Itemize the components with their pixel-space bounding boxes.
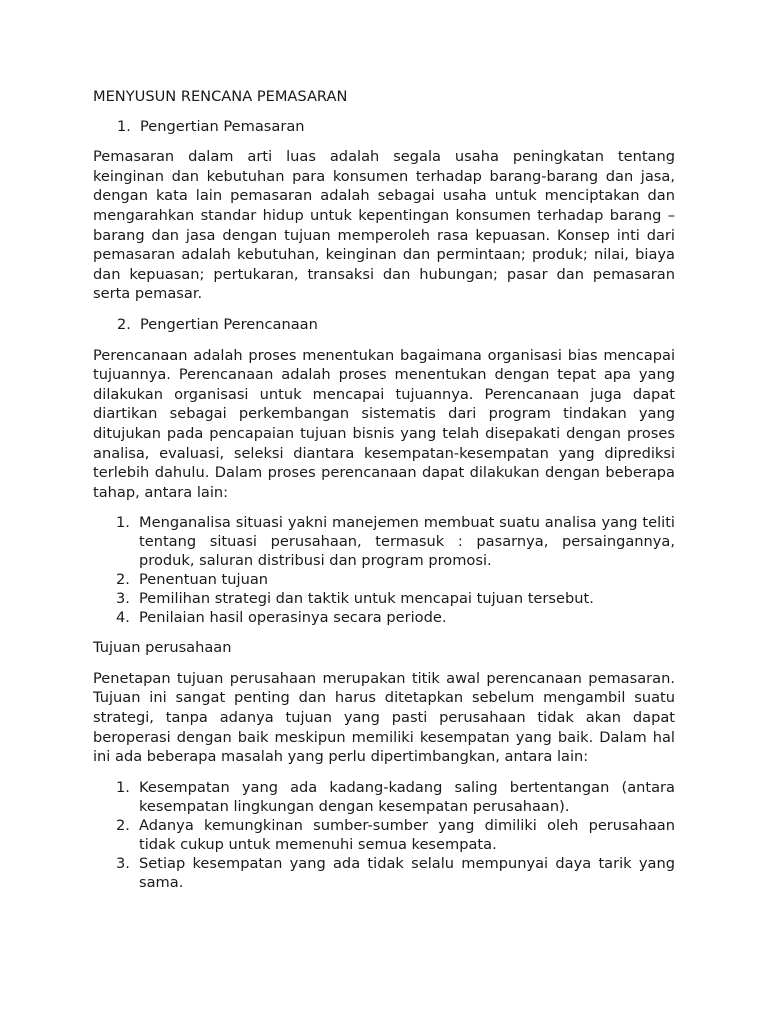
list-marker: 4. xyxy=(116,609,130,627)
section-2-paragraph: Perencanaan adalah proses menentukan bagaimana organisasi bias mencapai tujuannya. Perencanaan adalah proses menentukan dengan tepat apa yang dilakukan organisasi untuk mencapai tujuannya. Perencanaan juga dapat diartikan sebagai perkembangan sistematis dari program tindakan yang ditujukan pada pencapaian tujuan bisnis yang telah disepakati dengan proses analisa, evaluasi, seleksi diantara kesempatan-kesempatan yang diprediksi terlebih dahulu. Dalam proses perencanaan dapat dilakukan dengan beberapa tahap, antara lain: xyxy=(93,346,675,501)
section-3-paragraph: Penetapan tujuan perusahaan merupakan titik awal perencanaan pemasaran. Tujuan ini sangat penting dan harus ditetapkan sebelum mengambil suatu strategi, tanpa adanya tujuan yang pasti perusahaan tidak akan dapat beroperasi dengan baik meskipun memiliki kesempatan yang baik. Dalam hal ini ada beberapa masalah yang perlu dipertimbangkan, antara lain: xyxy=(93,669,675,766)
list-item-text: Adanya kemungkinan sumber-sumber yang dimiliki oleh perusahaan tidak cukup untuk memenuhi semua kesempata. xyxy=(139,816,675,853)
list-item-text: Penentuan tujuan xyxy=(139,571,269,589)
list-item-text: Setiap kesempatan yang ada tidak selalu mempunyai daya tarik yang sama. xyxy=(139,854,675,891)
list-marker: 1. xyxy=(116,514,130,532)
list-item xyxy=(93,778,675,816)
section-2-heading-text: Pengertian Perencanaan xyxy=(140,315,318,333)
list-item xyxy=(93,589,675,608)
list-marker: 3. xyxy=(116,590,130,608)
list-item xyxy=(93,608,675,627)
list-marker: 1. xyxy=(116,778,130,796)
section-2-heading xyxy=(93,315,675,335)
list-marker: 2. xyxy=(116,571,130,589)
section-1-heading-text: Pengertian Pemasaran xyxy=(140,117,305,135)
list-item-text: Menganalisa situasi yakni manejemen membuat suatu analisa yang teliti tentang situasi perusahaan, termasuk : pasarnya, persaingannya, produk, saluran distribusi dan program promosi. xyxy=(139,514,675,570)
list-item xyxy=(93,854,675,892)
planning-steps-list xyxy=(93,513,675,627)
list-marker: 2. xyxy=(116,816,130,834)
section-3-heading: Tujuan perusahaan xyxy=(93,639,232,657)
list-item xyxy=(93,816,675,854)
section-1-heading xyxy=(93,117,675,137)
section-1-number: 1. xyxy=(117,117,131,135)
section-1-paragraph: Pemasaran dalam arti luas adalah segala usaha peningkatan tentang keinginan dan kebutuhan para konsumen terhadap barang-barang dan jasa, dengan kata lain pemasaran adalah sebagai usaha untuk menciptakan dan mengarahkan standar hidup untuk kepentingan konsumen terhadap barang –barang dan jasa dengan tujuan memperoleh rasa kepuasan. Konsep inti dari pemasaran adalah kebutuhan, keinginan dan permintaan; produk; nilai, biaya dan kepuasan; pertukaran, transaksi dan hubungan; pasar dan pemasaran serta pemasar. xyxy=(93,148,675,303)
list-item-text: Pemilihan strategi dan taktik untuk mencapai tujuan tersebut. xyxy=(139,590,594,608)
document-body xyxy=(93,87,675,903)
document-title: MENYUSUN RENCANA PEMASARAN xyxy=(93,88,348,105)
list-item xyxy=(93,513,675,570)
section-2-number: 2. xyxy=(117,315,131,333)
list-marker: 3. xyxy=(116,854,130,872)
list-item-text: Penilaian hasil operasinya secara periode. xyxy=(139,609,447,627)
list-item-text: Kesempatan yang ada kadang-kadang saling bertentangan (antara kesempatan lingkungan dengan kesempatan perusahaan). xyxy=(139,778,675,815)
problems-list xyxy=(93,778,675,892)
list-item xyxy=(93,570,675,589)
